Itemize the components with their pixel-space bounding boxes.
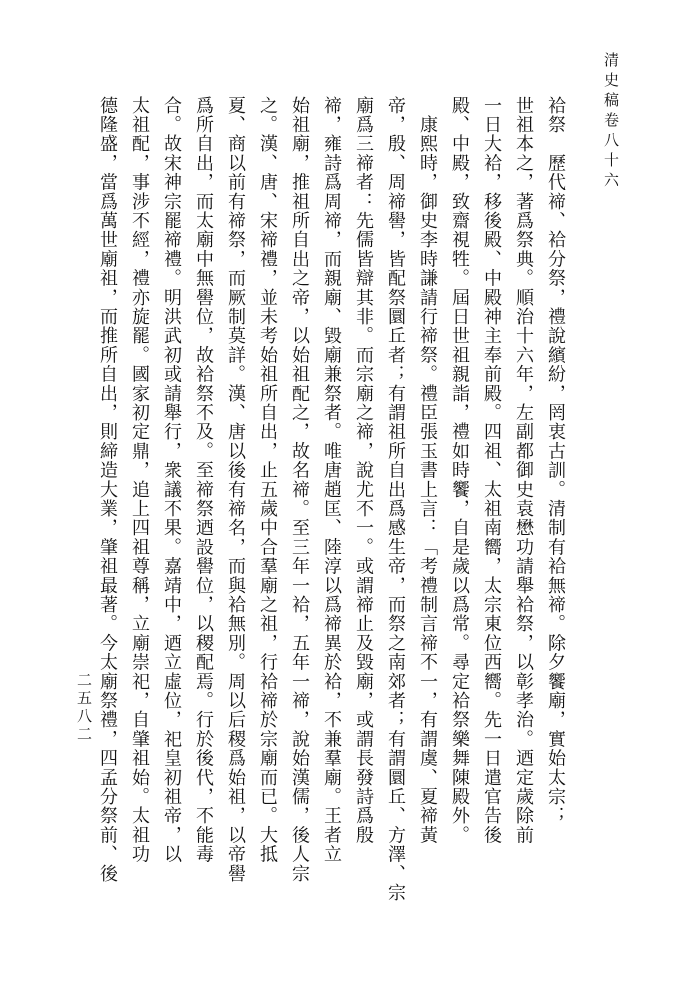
text-column: 夏、商以前有禘祭，而厥制莫詳。漢、唐以後有禘名，而與袷無別。周以后稷爲始祖，以帝嚳 — [225, 96, 246, 884]
text-column: 爲所自出，而太廟中無嚳位，故袷祭不及。至禘祭迺設嚳位，以稷配焉。行於後代，不能毒 — [193, 96, 214, 864]
text-column: 德隆盛，當爲萬世廟祖，而推所自出，則締造大業，肇祖最著。今太廟祭禮，四孟分祭前、後 — [97, 96, 118, 884]
text-column: 袷祭 歷代禘、袷分祭，禮說繽紛，罔衷古訓。清制有袷無禘。除夕饗廟，實始太宗； — [545, 96, 566, 826]
text-column: 始祖廟，推祖所自出之帝，以始祖配之，故名禘。至三年一袷，五年一禘，說始漢儒，後人宗 — [289, 96, 310, 884]
page-number: 二五八二 — [75, 672, 93, 744]
vertical-text-body — [96, 96, 571, 904]
text-column: 廟爲三禘者：先儒皆辯其非。而宗廟之禘，說尤不一。或謂禘止及毀廟，或謂長發詩爲殷 — [353, 96, 374, 845]
text-column: 帝，殷、周禘嚳，皆配祭圜丘者；有謂祖所自出爲感生帝，而祭之南郊者；有謂圜丘、方澤、宗 — [385, 96, 406, 903]
text-column: 太祖配，事涉不經，禮亦旋罷。國家初定鼎，追上四祖尊稱，立廟崇祀，自肇祖始。太祖功 — [129, 96, 150, 864]
text-column: 合。故宋神宗罷禘禮。明洪武初或請舉行，衆議不果。嘉靖中，迺立虛位，祀皇初祖帝，以 — [161, 96, 182, 864]
running-head: 清史稿卷八十六 — [602, 52, 620, 192]
text-column: 世祖本之，著爲祭典。順治十六年，左副都御史袁懋功請舉袷祭，以彰孝治。迺定歲除前 — [513, 96, 534, 845]
text-column: 之。漢、唐、宋禘禮，並未考始祖所自出，止五歲中合羣廟之祖，行袷禘於宗廟而已。大抵 — [257, 96, 278, 864]
text-column: 殿、中殿，致齋視牲。屆日世祖親詣，禮如時饗，自是歲以爲常。尋定袷祭樂舞陳殿外。 — [449, 96, 470, 845]
text-column: 禘，雍詩爲周禘，而親廟、毀廟兼祭者。唯唐趙匡、陸淳以爲禘異於袷，不兼羣廟。王者立 — [321, 96, 342, 864]
text-column: 一日大袷，移後殿、中殿神主奉前殿。四祖、太祖南嚮，太宗東位西嚮。先一日遣官告後 — [481, 96, 502, 845]
text-column: 康熙時，御史李時謙請行禘祭。禮臣張玉書上言：「考禮制言禘不一，有謂虞、夏禘黃 — [417, 96, 438, 845]
